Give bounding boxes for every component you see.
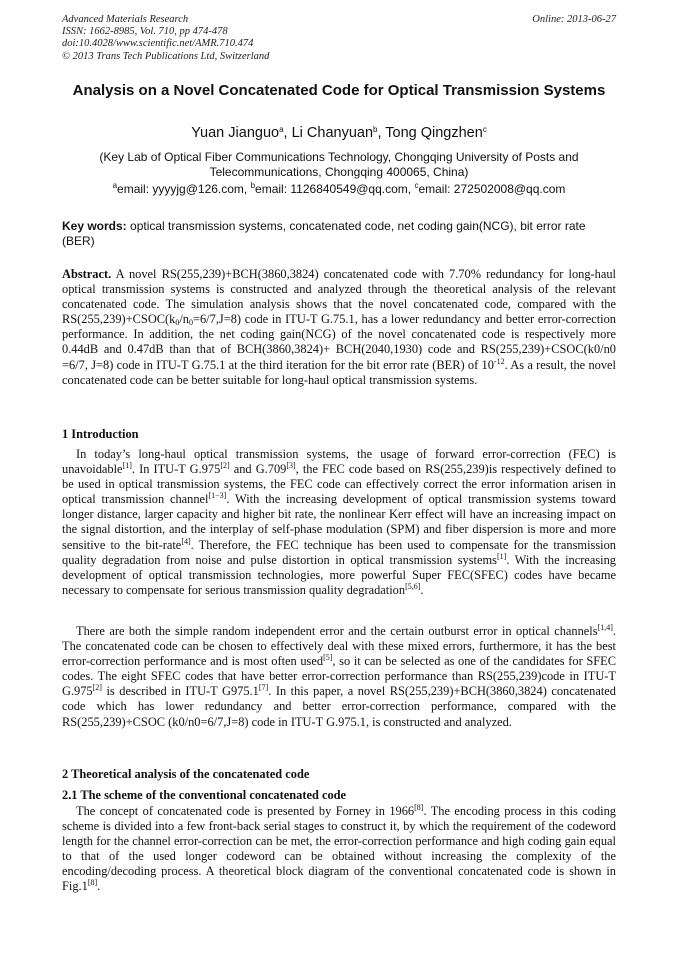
journal-copyright: © 2013 Trans Tech Publications Ltd, Switzerland xyxy=(62,50,270,62)
text-run: , so it can be selected as one of the candidates for SFEC codes. The eight SFEC codes that have better error-correction performance than RS(255,239)code in ITU-T G.975 xyxy=(62,654,616,699)
journal-doi: doi:10.4028/www.scientific.net/AMR.710.474 xyxy=(62,38,254,50)
author-mark: b xyxy=(373,125,378,134)
section-2-1-paragraph xyxy=(62,804,616,895)
text-run: . As a result, the novel concatenated code can be better suitable for long-haul optical transmission systems. xyxy=(62,357,616,387)
text-run: . Therefore, the FEC technique has been used to compensate for the transmission quality degradation from noise and pulse distortion in optical transmission systems xyxy=(62,537,616,567)
keywords xyxy=(62,219,616,249)
text-run: . The concatenated code can be chosen to effectively deal with these mixed errors, furthermore, it has the best error-correction performance and is most often used xyxy=(62,624,616,669)
abstract-text xyxy=(62,267,616,387)
citation-superscript: [3] xyxy=(286,461,296,471)
text-run: , the FEC code based on RS(255,239)is respectively defined to be used in optical transmission systems, the FEC code can effectively correct the error information arisen in optical transmission channel xyxy=(62,462,616,507)
text-run: In today’s long-haul optical transmission systems, the usage of forward error-correction (FEC) is unavoidable xyxy=(62,447,616,477)
citation-superscript: [1,4] xyxy=(597,623,613,632)
paper-title: Analysis on a Novel Concatenated Code for Optical Transmission Systems xyxy=(72,82,606,99)
email-text: email: yyyyjg@126.com, xyxy=(117,182,251,196)
email-text: email: 272502008@qq.com xyxy=(418,182,566,196)
section-heading-introduction: 1 Introduction xyxy=(62,427,139,441)
abstract xyxy=(62,267,616,388)
text-run: =6/7,J=8) code in ITU-T G.75.1, has a lower redundancy and better error-correction performance. In addition, the net coding gain(NCG) of the novel concatenated code is respectively more 0.44dB and 0.47dB than that of BCH(3860,3824)+ BCH(2040,1930) code and RS(255,239)+CSOC(k0/n0 =6/7, J=8) code in ITU-T G.75.1 at the third iteration for the bit error rate (BER) of 10 xyxy=(62,312,616,372)
email-mark: c xyxy=(414,181,419,190)
citation-superscript: [1] xyxy=(122,461,132,471)
journal-header xyxy=(62,14,616,63)
citation-superscript: [2] xyxy=(220,461,230,471)
email-mark: a xyxy=(112,181,118,190)
section-heading-theory: 2 Theoretical analysis of the concatenated code xyxy=(62,767,310,781)
keywords-label: Key words: xyxy=(62,219,127,233)
text-run: . xyxy=(420,582,424,597)
text-run: . With the increasing development of optical transmission technologies, more powerful Super FEC(SFEC) codes have became necessary to compensate for serious transmission quality degradation xyxy=(62,552,616,597)
citation-superscript: [5] xyxy=(323,653,333,663)
subscript: 0 xyxy=(175,318,180,328)
citation-superscript: [1] xyxy=(496,551,507,561)
affiliation: (Key Lab of Optical Fiber Communications Technology, Chongqing University of Posts and Telecommunications, Chongqing 400065, China) xyxy=(99,150,579,179)
subscript: 0 xyxy=(189,318,193,328)
text-run: A novel RS(255,239)+BCH(3860,3824) concatenated code with 7.70% redundancy for long-haul optical transmission systems is constructed and analyzed through the theoretical analysis of the relevant concatenated code. The simulation analysis shows that the novel concatenated code, compared with the RS(255,239)+CSOC(k xyxy=(62,267,616,327)
author-mark: c xyxy=(482,125,487,134)
text-run: . In ITU-T G.975 xyxy=(131,462,221,477)
online-date: Online: 2013-06-27 xyxy=(532,14,616,25)
citation-superscript: [5,6] xyxy=(405,581,421,591)
journal-name: Advanced Materials Research xyxy=(62,14,189,25)
text-run: and G.709 xyxy=(229,462,287,477)
email-list xyxy=(62,182,616,197)
intro-paragraph-1 xyxy=(62,447,616,598)
text-run: The concept of concatenated code is presented by Forney in 1966 xyxy=(76,804,415,818)
citation-superscript: [2] xyxy=(92,683,102,693)
citation-superscript: [8] xyxy=(414,803,424,812)
author-mark: a xyxy=(279,125,284,134)
subsection-heading-scheme: 2.1 The scheme of the conventional concatenated code xyxy=(62,788,347,802)
journal-issn: ISSN: 1662-8985, Vol. 710, pp 474-478 xyxy=(62,26,228,38)
abstract-label: Abstract. xyxy=(62,267,112,281)
text-run: There are both the simple random independent error and the certain outburst error in optical channels xyxy=(76,624,598,638)
citation-superscript: [1−3] xyxy=(208,491,227,501)
text-run: . In this paper, a novel RS(255,239)+BCH(3860,3824) concatenated code which has lower redundancy and better error-correction performance, compared with the RS(255,239)+CSOC (k0/n0=6/7,J=8) code in ITU-T G.975.1, is constructed and analyzed. xyxy=(62,684,616,729)
text-run: is described in ITU-T G975.1 xyxy=(101,684,259,699)
email-mark: b xyxy=(250,181,256,190)
text-run: /n xyxy=(179,312,189,327)
email-text: email: 1126840549@qq.com, xyxy=(255,182,415,196)
citation-superscript: -12 xyxy=(493,356,505,366)
author-name: Li Chanyuan xyxy=(291,125,374,141)
text-run: . xyxy=(97,879,101,894)
citation-superscript: [4] xyxy=(181,536,191,546)
author-name: Yuan Jianguo xyxy=(191,125,280,141)
keywords-text: optical transmission systems, concatenated code, net coding gain(NCG), bit error rate (BER) xyxy=(62,219,586,248)
text-run: . The encoding process in this coding scheme is divided into a few front-back serial stages to construct it, by which the requirement of the codeword length for the channel error-correction can be met, the error-correction performance and high coding gain equal to that of the used longer codeword can be obtained without increasing the complexity of the encoding/decoding process. A theoretical block diagram of the conventional concatenated code is shown in Fig.1 xyxy=(62,804,616,894)
citation-superscript: [7] xyxy=(258,683,269,693)
intro-paragraph-2 xyxy=(62,624,616,730)
citation-superscript: [8] xyxy=(87,878,98,888)
author-list: Yuan Jianguo$^a$, Li Chanyuan$^b$, Tong Qingzhen$^c$ xyxy=(191,125,487,141)
text-run: . With the increasing development of optical transmission systems toward longer distance, larger capacity and higher bit rate, the nonlinear Kerr effect will have an increasing impact on the signal distortion, and the interplay of self-phase modulation (SPM) and fiber dispersion is more and more sensitive to the bit-rate xyxy=(62,492,616,552)
author-name: Tong Qingzhen xyxy=(385,125,483,141)
